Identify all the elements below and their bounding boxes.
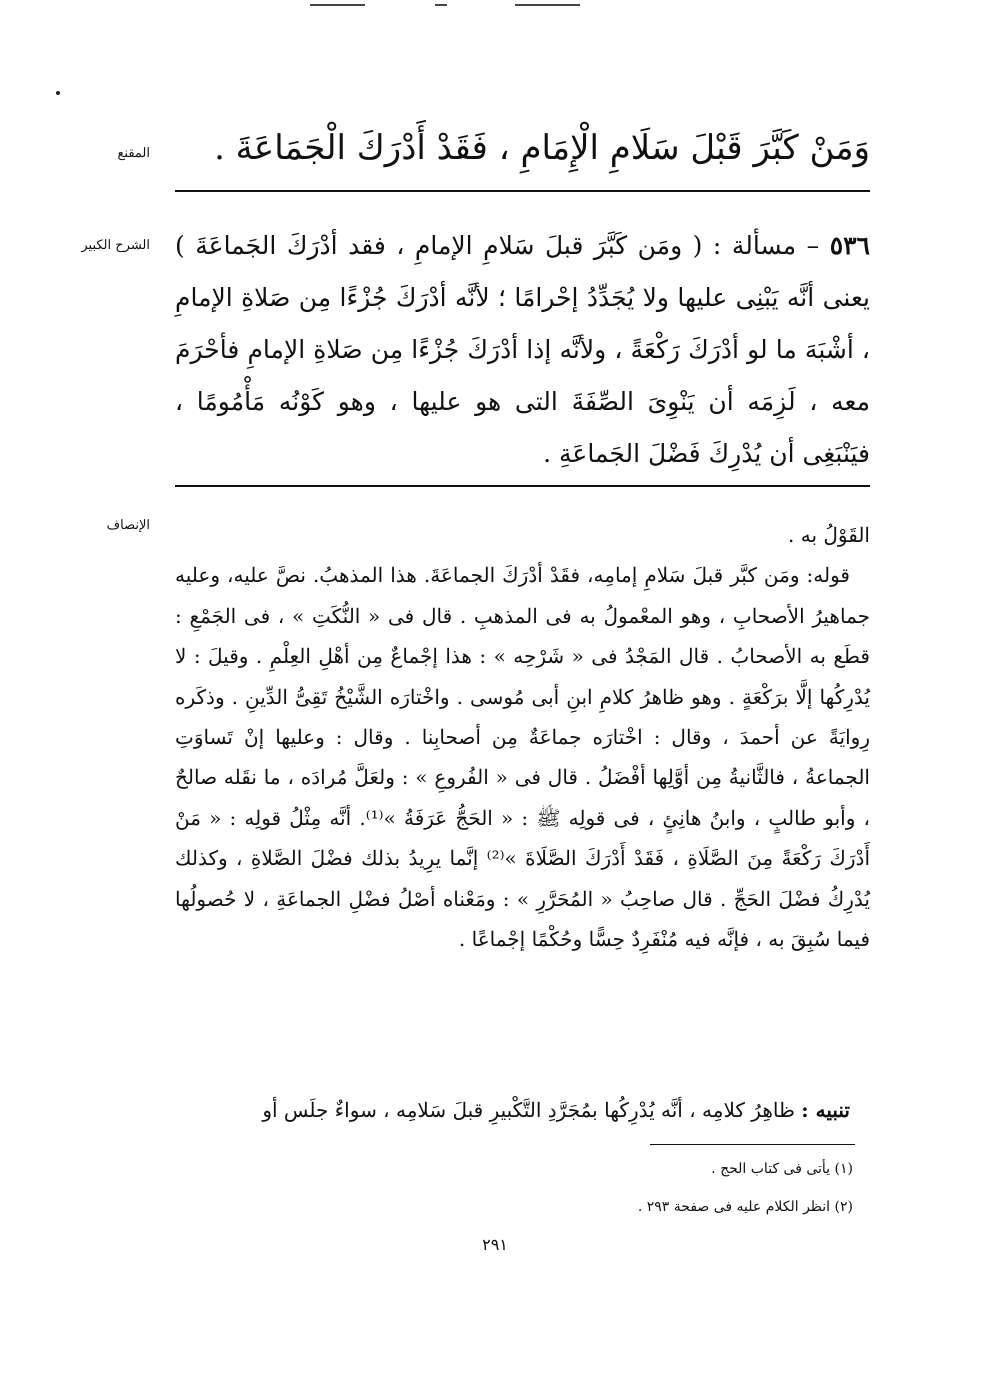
matn-text: وَمَنْ كَبَّرَ قَبْلَ سَلَامِ الْإِمَامِ ، فَقَدْ أَدْرَكَ الْجَمَاعَةَ .	[214, 128, 870, 168]
matn-divider	[175, 190, 870, 192]
footnote-2: (٢) انظر الكلام عليه فى صفحة ٢٩٣ .	[637, 1199, 853, 1215]
label-muqni: المقنع	[117, 146, 150, 161]
top-crop-marks	[300, 0, 630, 12]
page-number: ٢٩١	[482, 1235, 508, 1254]
insaf-section	[175, 515, 870, 959]
insaf-paragraph: قوله: ومَن كبَّر قبلَ سَلامِ إمامِه، فقَدْ أدْرَكَ الجماعَةَ. هذا المذهبُ. نصَّ عليه، وعليه جماهيرُ الأصحابِ ، وهو المعْمولُ به فى المذهبِ . قال فى « النُّكَتِ » ، فى الجَمْعِ : قطَع به الأصحابُ . قال المَجْدُ فى « شَرْحِه » : هذا إجْماعٌ مِن أهْلِ العِلْمِ . وقيلَ : لا يُدْرِكُها إلَّا برَكْعَةٍ . وهو ظاهرُ كلامِ ابنِ أبى مُوسى . واخْتارَه الشَّيْخُ تَقِىُّ الدِّينِ . وذكَره رِوايَةً عن أحمدَ ، وقال : اخْتارَه جماعَةٌ مِن أصحابِنا . وقال : وعليها إنْ تَساوَتِ الجماعةُ ، فالثَّانيةُ مِن أوَّلِها أفْضَلُ . قال فى « الفُروعِ » : ولعَلَّ مُرادَه ، ما نقَله صالحٌ ، وأبو طالبٍ ، وابنُ هانِئٍ ، فى قولِه ﷺ : « الحَجُّ عَرَفَةُ »⁽¹⁾. أنَّه مِثْلُ قولِه : « مَنْ أَدْرَكَ رَكْعَةً مِنَ الصَّلَاةِ ، فَقَدْ أَدْرَكَ الصَّلَاةَ »⁽²⁾ إنَّما يرِيدُ بذلك فضْلَ الصَّلاةِ ، وكذلك يُدْرِكُ فضْلَ الحَجِّ . قال صاحِبُ « المُحَرَّرِ » : ومَعْناه أصْلُ فضْلِ الجماعَةِ ، لا حُصولُها فيما سُبِقَ به ، فإنَّه فيه مُنْفَرِدٌ حِسًّا وحُكْمًا إجْماعًا .	[175, 563, 870, 952]
footnotes	[175, 1150, 853, 1226]
sharh-text: – مسألة : ( ومَن كَبَّرَ قبلَ سَلامِ الإمامِ ، فقد أدْرَكَ الجَماعَةَ ) يعنى أنَّه يَبْنِى عليها ولا يُجَدِّدُ إحْرامًا ؛ لأنَّه أدْرَكَ جُزْءًا مِن صَلاةِ الإمامِ ، أشْبَهَ ما لو أدْرَكَ رَكْعَةً ، ولأنَّه إذا أدْرَكَ جُزْءًا مِن صَلاةِ الإمامِ فأحْرَمَ معه ، لَزِمَه أن يَنْوِىَ الصِّفَةَ التى هو عليها ، وهو كَوْنُه مَأْمُومًا ، فيَنْبَغِى أن يُدْرِكَ فَضْلَ الجَماعَةِ .	[175, 231, 870, 468]
sharh-paragraph	[175, 220, 870, 480]
footnote-divider	[650, 1144, 855, 1145]
label-insaf: الإنصاف	[106, 518, 150, 533]
label-sharh-kabir: الشرح الكبير	[81, 238, 150, 253]
sharh-divider	[175, 485, 870, 487]
tanbih-paragraph	[175, 1090, 870, 1130]
tanbih-section	[175, 1090, 870, 1130]
page-speck	[56, 91, 60, 95]
tanbih-text: ظاهِرُ كلامِه ، أنَّه يُدْرِكُها بمُجَرَّدِ التَّكْبيرِ قبلَ سَلامِه ، سواءٌ جلَس أو	[262, 1098, 802, 1122]
mas-ala-number: ٥٣٦	[829, 231, 870, 260]
tanbih-label: تنبيه :	[801, 1098, 850, 1122]
sharh-section	[175, 220, 870, 480]
footnote-1: (١) يأتى فى كتاب الحج .	[711, 1161, 853, 1177]
insaf-line-1: القَوْلُ به .	[788, 523, 870, 547]
